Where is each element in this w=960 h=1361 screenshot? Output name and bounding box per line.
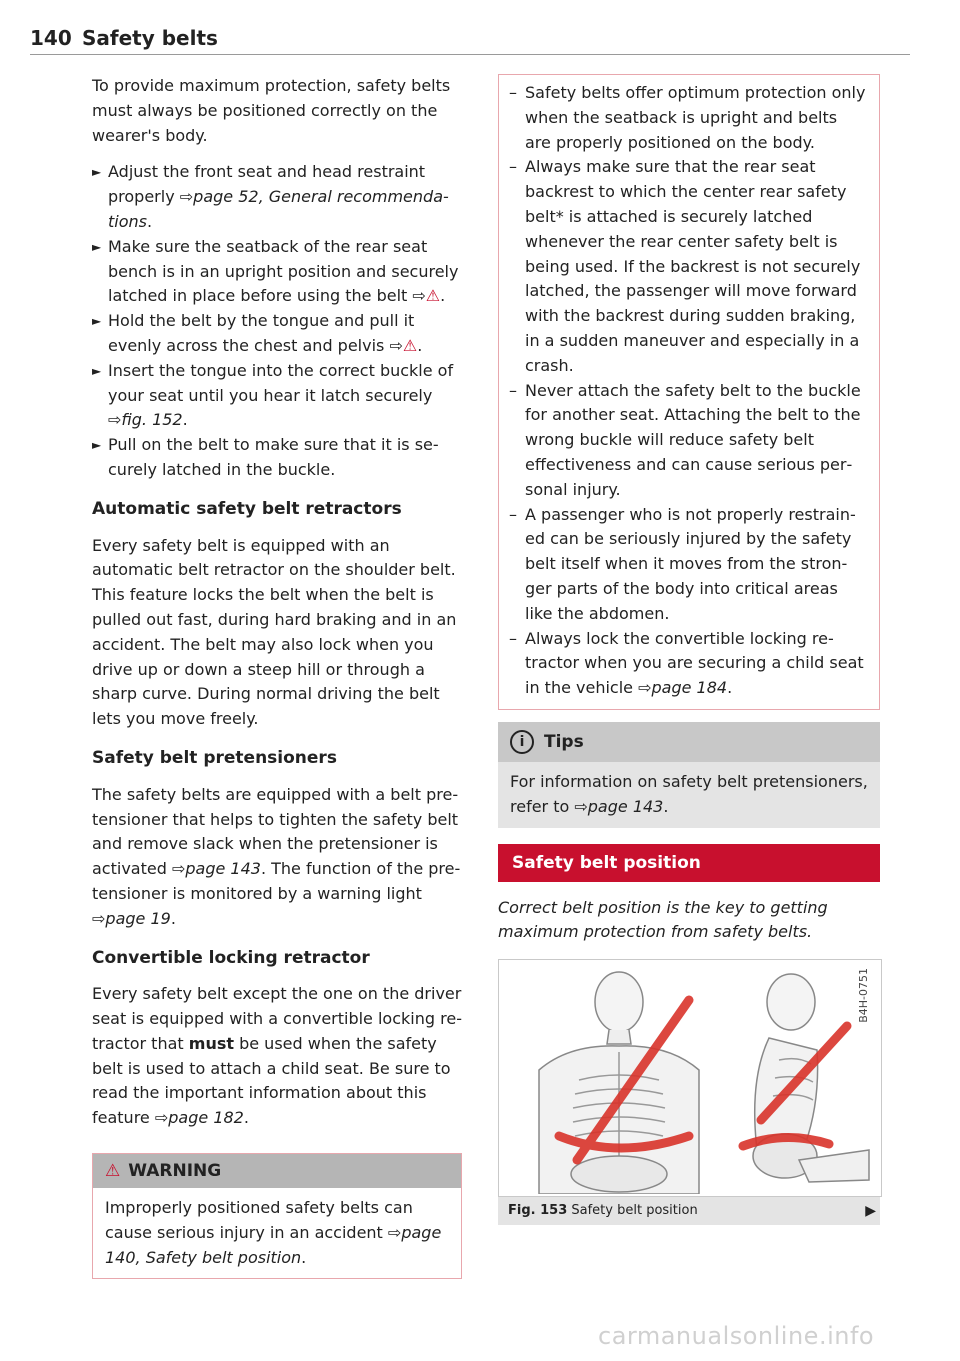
warning-list-item: – Safety belts offer optimum protection only when the seatback is upright and belts are properly positioned on the body. xyxy=(509,83,866,152)
dash-marker: – xyxy=(509,628,517,648)
warning-box xyxy=(92,1153,462,1279)
right-column xyxy=(498,74,880,1225)
warning-title: WARNING xyxy=(128,1161,222,1182)
watermark: carmanualsonline.info xyxy=(598,1322,875,1350)
retractors-paragraph: Every safety belt is equipped with an automatic belt retractor on the shoulder belt. This feature locks the belt when the belt is pulled out fast, during hard braking and in an accident. The belt may also lock when you drive up or down a steep hill or through a sharp curve. During normal driving the belt lets you move freely. xyxy=(92,535,457,729)
heading-pretensioners: Safety belt pretensioners xyxy=(92,747,337,768)
page-ref-182[interactable]: ⇨page 182 xyxy=(154,1108,244,1128)
page-ref-143[interactable]: ⇨page 143 xyxy=(171,859,261,879)
page-ref-19[interactable]: ⇨page 19 xyxy=(92,908,171,928)
dash-marker: – xyxy=(509,380,517,400)
instruction-item: ► Insert the tongue into the correct buckle of your seat until you hear it latch securely ⇨fig. 152. xyxy=(92,360,454,430)
warning-list-item: – Always lock the convertible locking retractor when you are securing a child seat in the vehicle ⇨page 184. xyxy=(509,628,864,698)
dash-marker: – xyxy=(509,157,517,177)
continue-arrow-icon[interactable]: ▶ xyxy=(865,1203,876,1220)
instruction-item: ► Make sure the seatback of the rear seat bench is in an upright position and securely latched in place before using the belt ⇨⚠. xyxy=(92,235,462,309)
bullet-arrow-icon: ► xyxy=(92,438,102,453)
warning-icon[interactable]: ⚠ xyxy=(402,335,418,355)
info-icon: i xyxy=(510,730,534,754)
page-reference-link[interactable]: ⇨page 52, General recommendations xyxy=(108,187,449,231)
page-ref-140[interactable]: ⇨page 140, Safety belt position xyxy=(105,1222,442,1267)
warning-icon: ⚠ xyxy=(105,1161,121,1182)
bullet-arrow-icon: ► xyxy=(92,239,102,254)
page-ref-143-tips[interactable]: ⇨page 143 xyxy=(574,796,664,816)
heading-retractors: Automatic safety belt retractors xyxy=(92,498,402,519)
instruction-list xyxy=(92,160,462,482)
dash-marker: – xyxy=(509,83,517,102)
heading-convertible: Convertible locking retractor xyxy=(92,947,370,968)
warning-continuation-box xyxy=(498,74,880,710)
convertible-paragraph: Every safety belt except the one on the driver seat is equipped with a convertible locking retractor that must be used when the safety belt is used to attach a child seat. Be sure to read the important information about this feature ⇨page 182. xyxy=(92,984,462,1128)
belt-position-illustration xyxy=(499,960,879,1194)
section-title: Safety belts xyxy=(82,26,218,50)
page-reference-link[interactable]: ⇨page 184 xyxy=(638,678,728,698)
left-column xyxy=(92,74,462,1279)
page-number: 140 xyxy=(30,26,72,50)
figure-caption-text: Safety belt position xyxy=(571,1203,698,1219)
pretensioners-paragraph: The safety belts are equipped with a belt pretensioner that helps to tighten the safety belt and remove slack when the pretensioner is activated ⇨page 143. The function of the pretensioner is monitored by a warning light ⇨page 19. xyxy=(92,784,461,928)
warning-text: Improperly positioned safety belts can cause serious injury in an accident ⇨page 140, Safety belt position. xyxy=(105,1198,442,1267)
figure-safety-belt-position xyxy=(498,959,882,1197)
warning-list-item: – Always make sure that the rear seat backrest to which the center rear safety belt* is attached is securely latched whenever the rear center safety belt is being used. If the backrest is not securely latched, the passenger will move forward with the backrest during sudden braking, in a sudden maneuver and especially in a crash. xyxy=(509,157,861,375)
warning-icon[interactable]: ⚠ xyxy=(425,286,441,306)
figure-caption xyxy=(498,1197,880,1225)
figure-id: B4H-0751 xyxy=(857,968,871,1023)
instruction-item: ► Adjust the front seat and head restraint properly ⇨page 52, General recommendations. xyxy=(92,162,449,231)
tips-text: For information on safety belt pretensioners, refer to ⇨page 143. xyxy=(510,771,868,816)
warning-list-item: – Never attach the safety belt to the buckle for another seat. Attaching the belt to the wrong buckle will reduce safety belt effectiveness and can cause serious personal injury. xyxy=(509,380,861,499)
intro-paragraph: To provide maximum protection, safety belts must always be positioned correctly on the wearer's body. xyxy=(92,76,451,145)
tips-header xyxy=(498,722,880,762)
bullet-arrow-icon: ► xyxy=(92,314,102,329)
tips-box xyxy=(498,722,880,828)
page-header xyxy=(30,22,910,55)
page-reference-link[interactable]: ⇨fig. 152 xyxy=(108,410,183,430)
figure-label: Fig. 153 xyxy=(508,1203,568,1219)
front-view-figure xyxy=(539,972,699,1194)
instruction-item: ► Pull on the belt to make sure that it is securely latched in the buckle. xyxy=(92,435,439,479)
section-heading-belt-position: Safety belt position xyxy=(498,844,880,882)
dash-marker: – xyxy=(509,504,517,524)
bullet-arrow-icon: ► xyxy=(92,363,102,378)
section-intro: Correct belt position is the key to getting maximum protection from safety belts. xyxy=(498,897,828,942)
bullet-arrow-icon: ► xyxy=(92,165,102,180)
warning-list-item: – A passenger who is not properly restrained can be seriously injured by the safety belt itself when it moves from the stronger parts of the body into critical areas like the abdomen. xyxy=(509,504,856,623)
warning-header xyxy=(93,1154,461,1188)
tips-title: Tips xyxy=(544,731,584,752)
instruction-item: ► Hold the belt by the tongue and pull it evenly across the chest and pelvis ⇨⚠. xyxy=(92,309,462,359)
